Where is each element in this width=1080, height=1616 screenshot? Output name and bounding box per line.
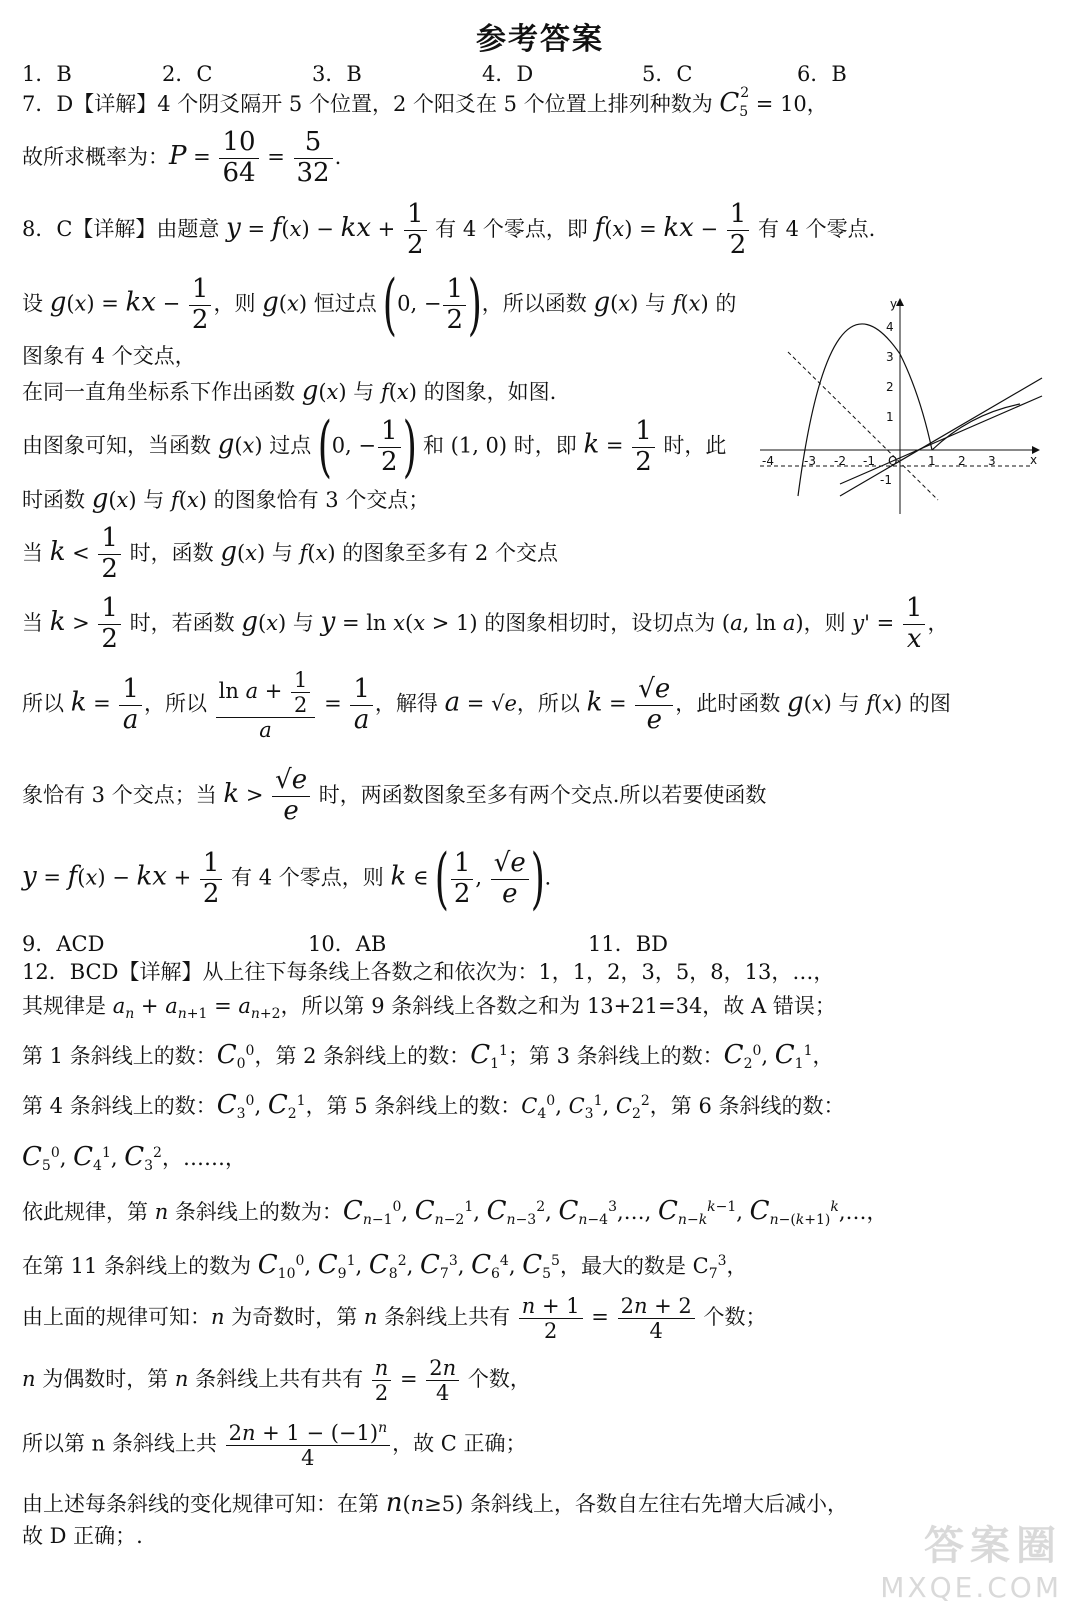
q8-line-10: 象恰有 3 个交点；当 k > $\frac{√e}{e}$ 时，两函数图象至多有两个交点.所以若要使函数 (22, 765, 767, 826)
q8-line-2: 设 g(x) = kx − $\frac{1}{2}$ ，则 g(x) 恒过点 (0, − $\frac{1}{2}$ )，所以函数 g(x) 与 f(x) 的 (22, 266, 737, 343)
dashed-tangent-line (788, 352, 938, 500)
line-g-half (840, 396, 1042, 484)
answer-2: 2．C (162, 62, 213, 86)
q12-line-12: 故 D 正确；. (22, 1524, 143, 1548)
q12-line-9: n 为偶数时，第 n 条斜线上共有共有 $\frac{n}{2}$ = $\frac{2n}{4}$ 个数， (22, 1356, 531, 1406)
origin-label: O (888, 454, 898, 468)
line-g-tangent (840, 378, 1042, 496)
y-tick-2: 2 (886, 380, 894, 394)
q8-line-7: 当 k < $\frac{1}{2}$ 时，函数 g(x) 与 f(x) 的图象至多有 2 个交点 (22, 523, 558, 584)
answers-row-2 (22, 928, 1062, 958)
answer-5: 5．C (642, 62, 693, 86)
function-graph (760, 294, 1050, 516)
watermark-title: 答案圈 (924, 1522, 1062, 1569)
x-axis-label: x (1030, 453, 1038, 467)
answer-10: 10．AB (308, 932, 387, 956)
answer-9: 9．ACD (22, 932, 105, 956)
q7-line-2: 故所求概率为：P = $\frac{10}{64}$ = $\frac{5}{32}$ . (22, 127, 342, 188)
q12-line-7: 在第 11 条斜线上的数为 $C_{10}^0$, $C_9^1$, $C_8^2$, $C_7^3$, $C_6^4$, $C_5^5$，最大的数是 $C_7^3$， (22, 1250, 748, 1283)
answer-11: 11．BD (588, 932, 668, 956)
q12-line-2: 其规律是 $a_n + a_{n+1} = a_{n+2}$，所以第 9 条斜线上各数之和为 13+21=34，故 A 错误； (22, 994, 836, 1023)
q12-line-6: 依此规律，第 n 条斜线上的数为：$C_{n-1}^0$, $C_{n-2}^1$, $C_{n-3}^2$, $C_{n-4}^3,\dots$, $C_{n-k}^{k-1}$, $C_{n-(k+1)}^k,\dots$， (22, 1196, 888, 1229)
y-tick-4: 4 (886, 320, 894, 334)
q12-line-3: 第 1 条斜线上的数：$C_0^0$，第 2 条斜线上的数：$C_1^1$；第 3 条斜线上的数：$C_2^0$, $C_1^1$， (22, 1040, 834, 1073)
q12-line-5: $C_5^0$, $C_4^1$, $C_3^2$，……， (22, 1142, 246, 1175)
parabola-curve (798, 324, 932, 496)
x-tick-1: 1 (928, 454, 936, 468)
y-tick-1: 1 (886, 410, 894, 424)
page-title: 参考答案 (476, 22, 604, 57)
q7-line-1: 7．D【详解】4 个阴爻隔开 5 个位置，2 个阳爻在 5 个位置上排列种数为 $C_5^2 = 10$， (22, 85, 828, 121)
answers-row-1 (22, 58, 1062, 88)
answer-6: 6．B (797, 62, 847, 86)
answer-3: 3．B (312, 62, 362, 86)
y-axis-arrow (896, 298, 904, 306)
q8-line-3: 图象有 4 个交点， (22, 344, 196, 368)
x-tick-neg1: -1 (863, 454, 875, 468)
x-tick-neg3: -3 (804, 454, 816, 468)
y-tick-3: 3 (886, 350, 894, 364)
x-tick-neg4: -4 (762, 454, 774, 468)
q12-line-1: 12．BCD【详解】从上往下每条线上各数之和依次为：1，1，2，3，5，8，13，…， (22, 960, 835, 984)
q8-line-9: 所以 k = $\frac{1}{a}$ ，所以 ln a + $\frac{1}{2}$ a = $\frac{1}{a}$ ，解得 a = √e，所以 k = $\frac{√e}{e}$ ，此时函数 g(x) 与 f(x) 的图 (22, 668, 951, 743)
q8-line-8: 当 k > $\frac{1}{2}$ 时，若函数 g(x) 与 y = ln x(x > 1) 的图象相切时，设切点为 (a, ln a)，则 y' = $\frac{1}{x}$ ， (22, 593, 949, 654)
x-tick-3: 3 (988, 454, 996, 468)
y-tick-neg1: -1 (880, 473, 892, 487)
watermark (880, 1514, 1062, 1604)
answer-4: 4．D (482, 62, 534, 86)
q8-line-4: 在同一直角坐标系下作出函数 g(x) 与 f(x) 的图象，如图. (22, 376, 557, 406)
x-tick-neg2: -2 (834, 454, 846, 468)
q12-line-11: 由上述每条斜线的变化规律可知：在第 n(n≥5) 条斜线上，各数自左往右先增大后减小， (22, 1488, 848, 1518)
q8-line-11: y = f(x) − kx + $\frac{1}{2}$ 有 4 个零点，则 k ∈ ( $\frac{1}{2}$ , $\frac{√e}{e}$ ). (22, 840, 552, 917)
answer-1: 1．B (22, 62, 72, 86)
q8-line-5: 由图象可知，当函数 g(x) 过点 (0, − $\frac{1}{2}$ ) 和 (1, 0) 时，即 k = $\frac{1}{2}$ 时，此 (22, 408, 727, 485)
q12-line-10: 所以第 n 条斜线上共 $\frac{2n + 1 - (-1)^n}{4}$ ，故 C 正确； (22, 1420, 527, 1471)
watermark-url: MXQE.COM (880, 1571, 1062, 1604)
q12-line-4: 第 4 条斜线上的数：$C_3^0$, $C_2^1$，第 5 条斜线上的数：$C_4^0$, $C_3^1$, $C_2^2$，第 6 条斜线的数： (22, 1090, 845, 1123)
x-tick-2: 2 (958, 454, 966, 468)
y-axis-label: y (890, 297, 898, 311)
q8-line-6: 时函数 g(x) 与 f(x) 的图象恰有 3 个交点； (22, 484, 430, 514)
q8-line-1: 8．C【详解】由题意 y = f(x) − kx + $\frac{1}{2}$ 有 4 个零点，即 f(x) = kx − $\frac{1}{2}$ 有 4 个零点. (22, 199, 876, 260)
q12-line-8: 由上面的规律可知：n 为奇数时，第 n 条斜线上共有 $\frac{n + 1}{2}$ = $\frac{2n + 2}{4}$ 个数； (22, 1294, 767, 1344)
